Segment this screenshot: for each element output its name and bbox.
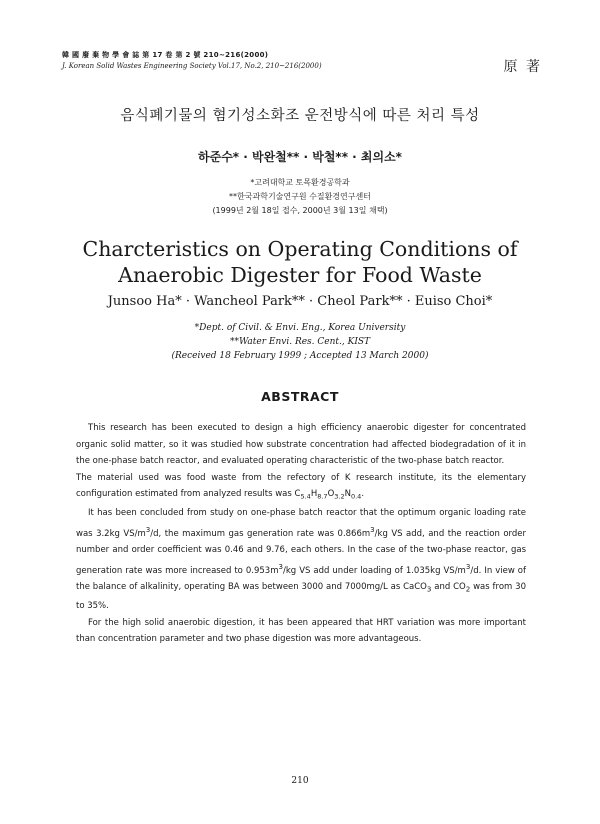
journal-korean-line: 韓 國 廢 棄 物 學 會 誌 第 17 卷 第 2 號 210~216(2000) [62,51,269,59]
english-title-line-2: Anaerobic Digester for Food Waste [118,263,482,287]
article-type-label: 原 著 [503,59,542,75]
abstract-paragraph-3: It has been concluded from study on one-phase batch reactor that the optimum organic loading rate was 3.2kg $VS/m^3/d$, the maximum gas generation rate was $0.866m^3/kg$ VS add, and the reaction order number and order coefficient was 0.46 and 9.76, each others. In the case of the two-phase reactor, gas generation rate was more increased to $0.953m^3/kg$ VS add under loading of 1.035kg $VS/m^3/d$. In view of the balance of alkalinity, operating BA was between 3000 and 7000mg/L as CaCO$_3$ and $CO_2$ was from 30 to 35%. [76,508,526,612]
abstract-heading: ABSTRACT [261,389,339,404]
english-title-line-1: Charcteristics on Operating Conditions of [82,237,518,261]
elemental-formula: $C_{5.4}H_{8.7}O_{3.2}N_{0.4}$. [294,489,365,501]
journal-header [62,50,322,70]
korean-title: 음식폐기물의 혐기성소화조 운전방식에 따른 처리 특성 [120,108,480,124]
korean-received-date: (1999년 2월 18일 접수, 2000년 3월 13일 채택) [212,206,388,215]
english-received-date: (Received 18 February 1999 ; Accepted 13 March 2000) [171,351,429,361]
english-title [0,236,600,288]
page-number: 210 [291,776,309,786]
journal-english-line: J. Korean Solid Wastes Engineering Society Vol.17, No.2, 210~216(2000) [62,62,322,70]
abstract-body [76,420,526,648]
abstract-paragraph-1: This research has been executed to design a high efficiency anaerobic digester for concentrated organic solid matter, so it was studied how substrate concentration had affected biodegradation of it in the one-phase batch reactor, and evaluated operating characteristic of the two-phase batch reactor. [76,423,526,466]
abstract-paragraph-4: For the high solid anaerobic digestion, it has been appeared that HRT variation was more important than concentration parameter and two phase digestion was more advantageous. [76,617,526,645]
english-affiliation-2: **Water Envi. Res. Cent., KIST [229,337,371,347]
english-affiliation-1: *Dept. of Civil. & Envi. Eng., Korea University [194,323,406,333]
english-authors: Junsoo Ha* · Wancheol Park** · Cheol Park** · Euiso Choi* [107,294,493,309]
korean-authors: 하준수* · 박완철** · 박철** · 최의소* [198,150,402,164]
korean-affiliation-1: *고려대학교 토목환경공학과 [250,178,350,187]
abstract-paragraph-2: The material used was food waste from the refectory of K research institute, its the elementary configuration estimated from analyzed results was $C_{5.4}H_{8.7}O_{3.2}N_{0.4}$. [76,472,526,501]
korean-affiliation-2: **한국과학기술연구원 수질환경연구센터 [229,192,371,201]
